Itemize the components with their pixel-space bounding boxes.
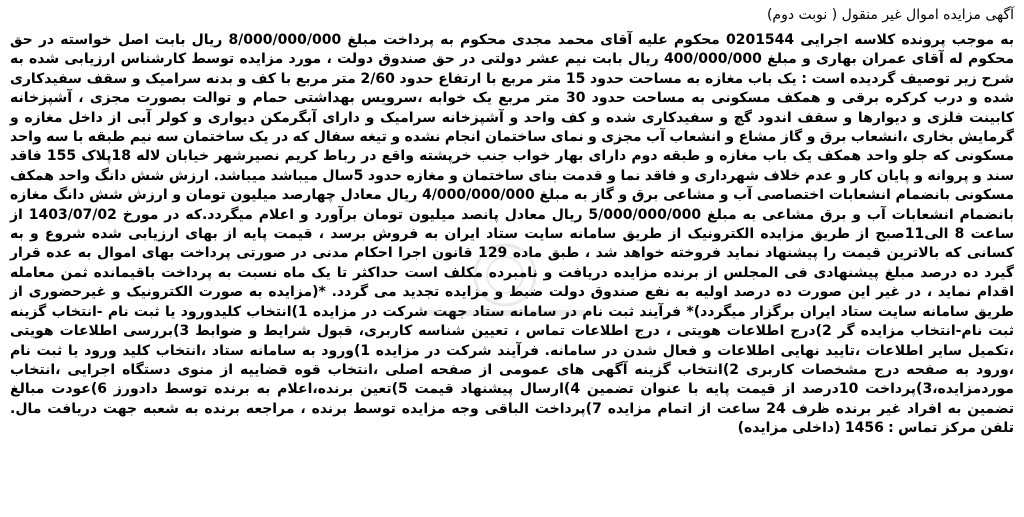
notice-body-part-3: به مساحت حدود 30 متر مربع یک خوابه ،سرویس بهداشتی حمام و توالت بصورت مجزی ، آشپزخانه کابینت فلزی و دیوارها و سقف اندود گچ و سفیدکاری شده و کف واحد و آشپزخانه سرامیک و دارای آبگرمکن دیواری و کولر آبی از داخل مغازه و گرمایش بخاری ،انشعاب برق و گاز مشاع و انشعاب آب مجزی و نمای ساختمان انجام نشده و تیغه سفال که در یک ساختمان سه نیم طبقه با سه واحد مسکونی که جلو واحد همکف یک باب مغازه و طبقه دوم دارای بهار خواب جنب خرپشته واقع در رباط کریم نصیرشهر خیابان لاله 18پلاک 155 فاقد سند و پروانه و پایان کار و عدم خلاف شهرداری و فاقد نما و قدمت بنای ساختمان و مغازه حدود 5سال میباشد میباشد. ارزش شش دانگ واحد همکف مسکونی بانضمام انشعابات اختصاصی آب و مشاعی برق و گاز به مبلغ 4/000/000/000 ریال معادل چهارصد میلیون تومان و ارزش شش دانگ مغازه بانضمام انشعابات آب و برق مشاعی به مبلغ 5/000/000/000 ریال معادل پانصد میلیون تومان برآورد و اعلام میگردد.که در مورخ 1403/07/02 از ساعت 8 الی11صبح از طریق مزایده الکترونیک از طریق سامانه سایت ستاد ایران به فروش برسد ، قیمت پایه از بهای ارزیابی شده شروع و به کسانی که بالاترین قیمت را پیشنهاد نماید فروخته خواهد شد ، طبق ماده 129 قانون اجرا احکام مدنی در صورتی پرداخت بهای اموال به عده قرار گیرد ده درصد مبلغ پیشنهادی فی المجلس از برنده مزایده دریافت و نامبرده مکلف است حداکثر تا یک ماه نسبت به پرداخت باقیمانده ثمن معامله اقدام نماید ، در غیر این صورت ده درصد اولیه به نفع صندوق دولت ضبط و مزایده تجدید می گردد. *(مزایده به صورت الکترونیک و غیرحضوری از طریق سامانه سایت ستاد ایران برگزار میگردد)* فرآیند ثبت نام در سامانه ستاد جهت شرکت در مزایده 1)انتخاب کلیدورود یا ثبت نام -انتخاب گزینه ثبت نام-انتخاب مزایده گر 2)درج اطلاعات هویتی ، درج اطلاعات تماس ، تعیین شناسه کاربری، قبول شرایط و ضوابط 3)بررسی اطلاعات هویتی ،تکمیل سایر اطلاعات ،تایید نهایی اطلاعات و فعال شدن در سامانه. فرآیند شرکت در مزایده 1)ورود به سامانه ستاد ،انتخاب کلید ورود یا ثبت نام ،ورود به صفحه درج مشخصات کاربری 2)انتخاب گزینه آگهی های عمومی از صفحه اصلی ،انتخاب قوه قضاییه از منوی دستگاه اجرایی ،انتخاب موردمزایده،3)پرداخت 10درصد از قیمت پایه با عنوان تضمین 4)ارسال پیشنهاد قیمت 5)تعین برنده،اعلام به برنده توسط دادورز 6)عودت مبالغ تضمین به افراد غیر برنده ظرف 24 ساعت از اتمام مزایده 7)پرداخت الباقی وجه مزایده توسط برنده ، مراجعه برنده به شعبه جهت دریافت مال. تلفن مرکز تماس : 1456 (داخلی مزایده) bbox=[10, 90, 1014, 437]
residential-heading: همکف مسکونی bbox=[711, 90, 821, 107]
notice-body-part-1: به موجب پرونده کلاسه اجرایی 0201544 محکوم علیه آقای محمد مجدی محکوم به پرداخت مبلغ 8/000/000/000 ریال بابت اصل خواسته در حق محکوم له آقای عمران بهاری و مبلغ 400/000/000 ریال بابت نیم عشر دولتی در حق صندوق دولت ، مورد مزایده توسط کارشناس ارزیابی شده به شرح زیر توصیف گردیده است : bbox=[10, 32, 1015, 87]
notice-body-part-2: به مساحت حدود 15 متر مربع با ارتفاع حدود 2/60 متر مربع با کف و بدنه سرامیک و سقف سفیدکاری شده و درب کرکره برقی و bbox=[10, 70, 1015, 107]
shop-heading: یک باب مغازه bbox=[704, 70, 797, 87]
notice-body bbox=[10, 31, 1014, 439]
auction-notice bbox=[10, 6, 1014, 513]
notice-title: آگهی مزایده اموال غیر منقول ( نوبت دوم) bbox=[766, 7, 1014, 23]
